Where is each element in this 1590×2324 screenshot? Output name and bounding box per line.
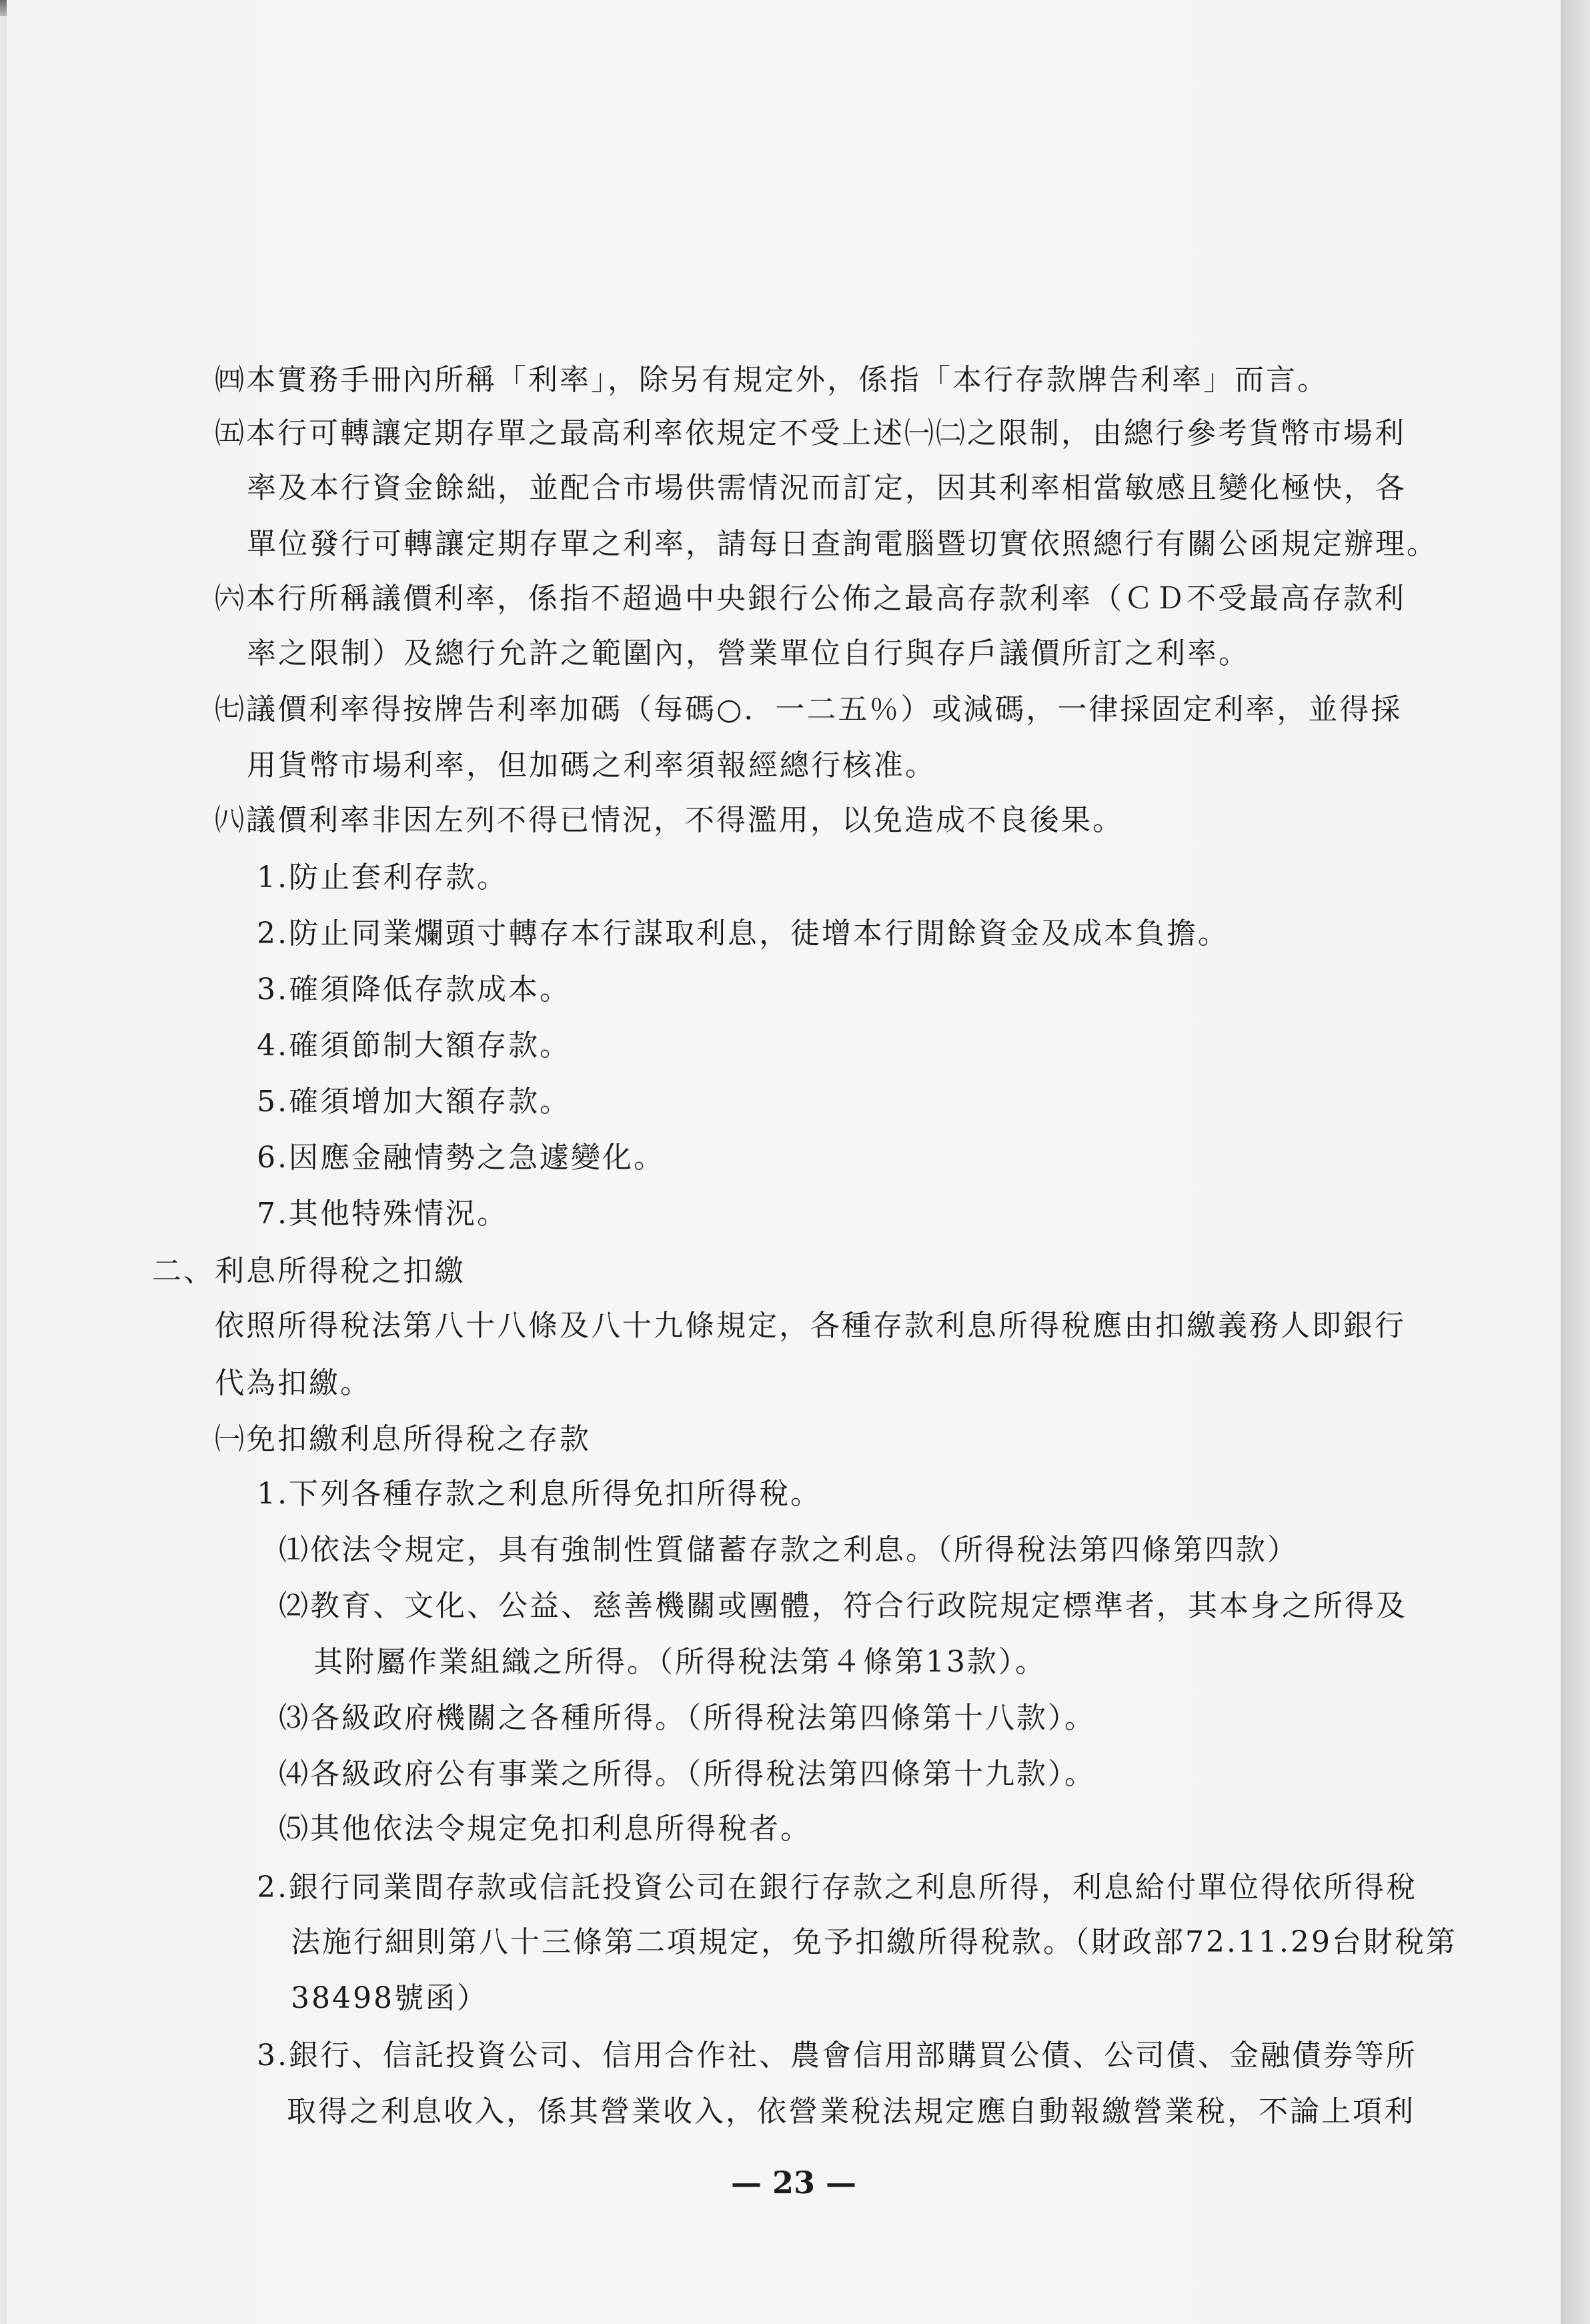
section-heading: 二、利息所得稅之扣繳 bbox=[152, 1254, 466, 1288]
text-line: 率及本行資金餘絀，並配合市場供需情況而訂定，因其利率相當敏感且變化極快，各 bbox=[247, 471, 1407, 505]
text-line: 率之限制）及總行允許之範圍內，營業單位自行與存戶議價所訂之利率。 bbox=[247, 636, 1250, 670]
text-line: 取得之利息收入，係其營業收入，依營業稅法規定應自動報繳營業稅，不論上項利 bbox=[287, 2095, 1415, 2129]
text-line: 3.銀行、信託投資公司、信用合作社、農會信用部購買公債、公司債、金融債券等所 bbox=[257, 2039, 1417, 2073]
text-line: 3.確須降低存款成本。 bbox=[257, 973, 571, 1007]
text-line: ㈤本行可轉讓定期存單之最高利率依規定不受上述㈠㈡之限制，由總行參考貨幣市場利 bbox=[215, 416, 1406, 450]
text-line: 38498號函） bbox=[291, 1981, 488, 2015]
text-line: 6.因應金融情勢之急遽變化。 bbox=[257, 1141, 665, 1175]
document-page bbox=[7, 0, 1561, 2324]
text-line: 其附屬作業組織之所得。（所得稅法第４條第13款）。 bbox=[313, 1645, 1046, 1679]
text-line: 1.下列各種存款之利息所得免扣所得稅。 bbox=[257, 1477, 822, 1511]
text-line: ㈦議價利率得按牌告利率加碼（每碼○．一二五％）或減碼，一律採固定利率，並得採 bbox=[215, 692, 1403, 726]
text-line: ⑷各級政府公有事業之所得。（所得稅法第四條第十九款）。 bbox=[279, 1757, 1096, 1791]
text-line: 7.其他特殊情況。 bbox=[257, 1197, 508, 1231]
text-line: 4.確須節制大額存款。 bbox=[257, 1029, 571, 1063]
text-line: 代為扣繳。 bbox=[215, 1366, 371, 1400]
text-line: 單位發行可轉讓定期存單之利率，請每日查詢電腦暨切實依照總行有關公函規定辦理。 bbox=[247, 527, 1438, 561]
text-line: ㈣本實務手冊內所稱「利率」，除另有規定外，係指「本行存款牌告利率」而言。 bbox=[215, 363, 1329, 397]
text-line: 用貨幣市場利率，但加碼之利率須報經總行核准。 bbox=[247, 748, 936, 782]
text-line: 2.防止同業爛頭寸轉存本行謀取利息，徒增本行閒餘資金及成本負擔。 bbox=[257, 917, 1229, 951]
text-line: 1.防止套利存款。 bbox=[257, 860, 508, 895]
text-line: ㈧議價利率非因左列不得已情況，不得濫用，以免造成不良後果。 bbox=[215, 803, 1124, 837]
text-line: ⑶各級政府機關之各種所得。（所得稅法第四條第十八款）。 bbox=[279, 1701, 1096, 1735]
text-line: ⑵教育、文化、公益、慈善機關或團體，符合行政院規定標準者，其本身之所得及 bbox=[279, 1589, 1407, 1623]
subsection-heading: ㈠免扣繳利息所得稅之存款 bbox=[215, 1422, 591, 1456]
text-line: 法施行細則第八十三條第二項規定，免予扣繳所得稅款。（財政部72.11.29台財稅第 bbox=[291, 1925, 1457, 1959]
page-number: — 23 — bbox=[730, 2165, 857, 2201]
text-line: 2.銀行同業間存款或信託投資公司在銀行存款之利息所得，利息給付單位得依所得稅 bbox=[257, 1870, 1417, 1904]
text-line: ㈥本行所稱議價利率，係指不超過中央銀行公佈之最高存款利率（ＣＤ不受最高存款利 bbox=[215, 582, 1406, 616]
scan-right-edge bbox=[1561, 0, 1590, 2324]
text-line: ⑸其他依法令規定免扣利息所得稅者。 bbox=[279, 1812, 812, 1846]
text-line: 5.確須增加大額存款。 bbox=[257, 1085, 571, 1119]
text-line: ⑴依法令規定，具有強制性質儲蓄存款之利息。（所得稅法第四條第四款） bbox=[279, 1533, 1299, 1567]
text-line: 依照所得稅法第八十八條及八十九條規定，各種存款利息所得稅應由扣繳義務人即銀行 bbox=[215, 1309, 1406, 1343]
